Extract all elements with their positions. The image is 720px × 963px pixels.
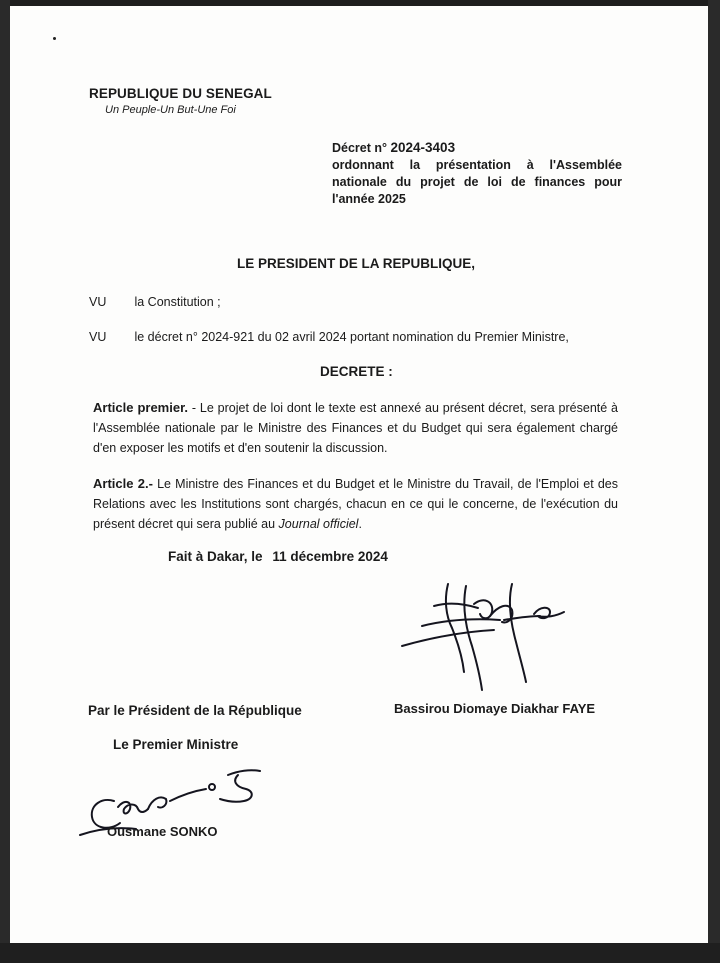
article-1 (93, 398, 618, 458)
journal-officiel: Journal officiel (278, 517, 359, 531)
article-2 (93, 474, 618, 534)
photo-border-right (708, 0, 720, 963)
president-signature (400, 576, 585, 696)
republic-heading: REPUBLIQUE DU SENEGAL (89, 86, 272, 101)
by-president-label: Par le Président de la République (88, 703, 302, 718)
article-text-end: . (358, 517, 362, 531)
photo-border-bottom (0, 943, 720, 963)
vu-label: VU (89, 295, 107, 309)
signing-date: 11 décembre 2024 (272, 549, 388, 564)
prime-minister-title: Le Premier Ministre (113, 737, 239, 752)
article-text: Le Ministre des Finances et du Budget et le Ministre du Travail, de l'Emploi et des Relations avec les Institutions sont chargés, chacun en ce qui le concerne, de l'exécution du présent décret qui sera publié au (93, 477, 618, 531)
place-text: Fait à Dakar, le (168, 549, 263, 564)
decree-number-line (332, 139, 622, 157)
article-text: - Le projet de loi dont le texte est annexé au présent décret, sera présenté à l'Assemblée nationale par le Ministre des Finances et du Budget qui sera également chargé d'en exposer les motifs et d'en soutenir la discussion. (93, 401, 618, 455)
photo-border-left (0, 0, 10, 963)
decrete-heading: DECRETE : (320, 364, 393, 379)
ink-dot (53, 37, 56, 40)
consideration-row (89, 295, 649, 309)
president-heading: LE PRESIDENT DE LA REPUBLIQUE, (237, 256, 476, 271)
vu-label: VU (89, 330, 107, 344)
document-page (10, 6, 708, 943)
decree-header (332, 139, 622, 208)
decree-number: 2024-3403 (390, 140, 456, 155)
consideration-row (89, 330, 649, 344)
president-name: Bassirou Diomaye Diakhar FAYE (394, 701, 596, 716)
consideration-text: le décret n° 2024-921 du 02 avril 2024 portant nomination du Premier Ministre, (134, 330, 569, 344)
place-date (168, 549, 388, 564)
article-title: Article premier. (93, 400, 189, 415)
consideration-text: la Constitution ; (134, 295, 221, 309)
decree-label: Décret n° (332, 141, 388, 155)
article-title: Article 2.- (93, 476, 153, 491)
national-motto: Un Peuple-Un But-Une Foi (105, 104, 236, 116)
prime-minister-name: Ousmane SONKO (107, 824, 218, 839)
decree-description: ordonnant la présentation à l'Assemblée nationale du projet de loi de finances pour l'année 2025 (332, 158, 622, 206)
